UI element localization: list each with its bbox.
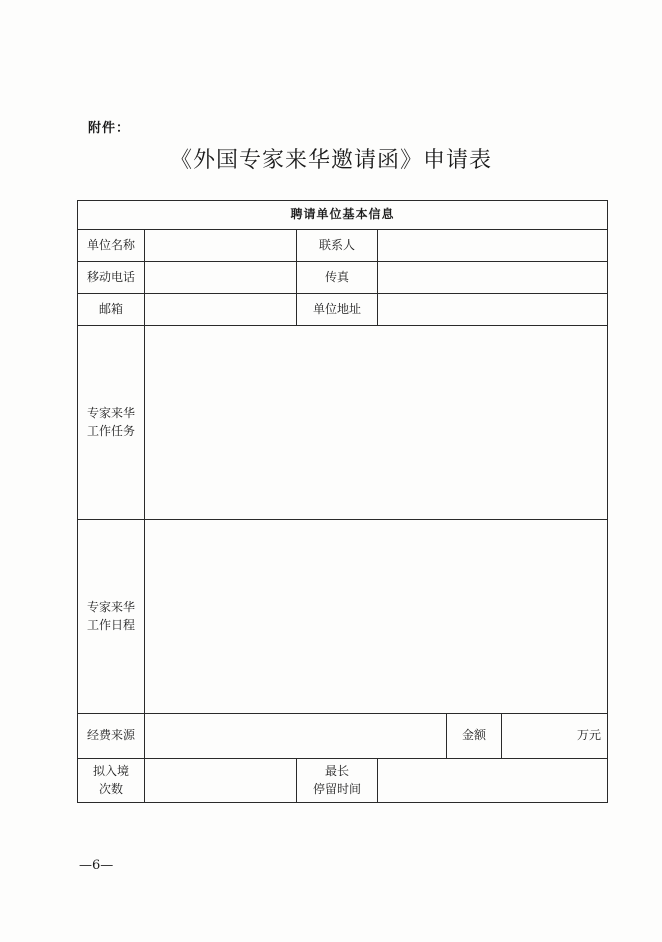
max-stay-label-line1: 最长 xyxy=(324,764,349,779)
entry-stay-row xyxy=(78,759,608,803)
fax-label: 传真 xyxy=(297,262,378,294)
contact-field[interactable] xyxy=(378,230,608,262)
email-label: 邮箱 xyxy=(78,294,145,326)
unit-name-field[interactable] xyxy=(145,230,297,262)
work-schedule-label-line1: 专家来华 xyxy=(86,600,135,615)
work-schedule-field[interactable] xyxy=(145,520,608,714)
max-stay-label-line2: 停留时间 xyxy=(312,781,361,796)
mobile-row xyxy=(78,262,608,294)
contact-label: 联系人 xyxy=(297,230,378,262)
application-form-table xyxy=(77,200,608,803)
amount-unit: 万元 xyxy=(577,728,602,743)
address-label: 单位地址 xyxy=(297,294,378,326)
amount-field[interactable] xyxy=(502,714,608,759)
work-schedule-label-line2: 工作日程 xyxy=(86,617,135,632)
page-number: —6— xyxy=(79,858,114,873)
funding-row xyxy=(78,714,608,759)
work-task-label xyxy=(78,326,145,520)
work-schedule-row xyxy=(78,520,608,714)
work-schedule-label xyxy=(78,520,145,714)
mobile-label: 移动电话 xyxy=(78,262,145,294)
work-task-label-line1: 专家来华 xyxy=(86,406,135,421)
amount-label: 金额 xyxy=(447,714,502,759)
attachment-label: 附件： xyxy=(88,121,131,136)
unit-name-row xyxy=(78,230,608,262)
address-field[interactable] xyxy=(378,294,608,326)
unit-name-label: 单位名称 xyxy=(78,230,145,262)
work-task-field[interactable] xyxy=(145,326,608,520)
entries-label xyxy=(78,759,145,803)
email-row xyxy=(78,294,608,326)
section-header: 聘请单位基本信息 xyxy=(78,201,608,230)
funding-source-label: 经费来源 xyxy=(78,714,145,759)
email-field[interactable] xyxy=(145,294,297,326)
entries-label-line2: 次数 xyxy=(98,781,123,796)
funding-source-field[interactable] xyxy=(145,714,447,759)
entries-label-line1: 拟入境 xyxy=(92,764,129,779)
mobile-field[interactable] xyxy=(145,262,297,294)
section-header-row xyxy=(78,201,608,230)
fax-field[interactable] xyxy=(378,262,608,294)
entries-field[interactable] xyxy=(145,759,297,803)
work-task-row xyxy=(78,326,608,520)
max-stay-label xyxy=(297,759,378,803)
document-title: 《外国专家来华邀请函》申请表 xyxy=(169,148,492,173)
max-stay-field[interactable] xyxy=(378,759,608,803)
work-task-label-line2: 工作任务 xyxy=(86,423,135,438)
